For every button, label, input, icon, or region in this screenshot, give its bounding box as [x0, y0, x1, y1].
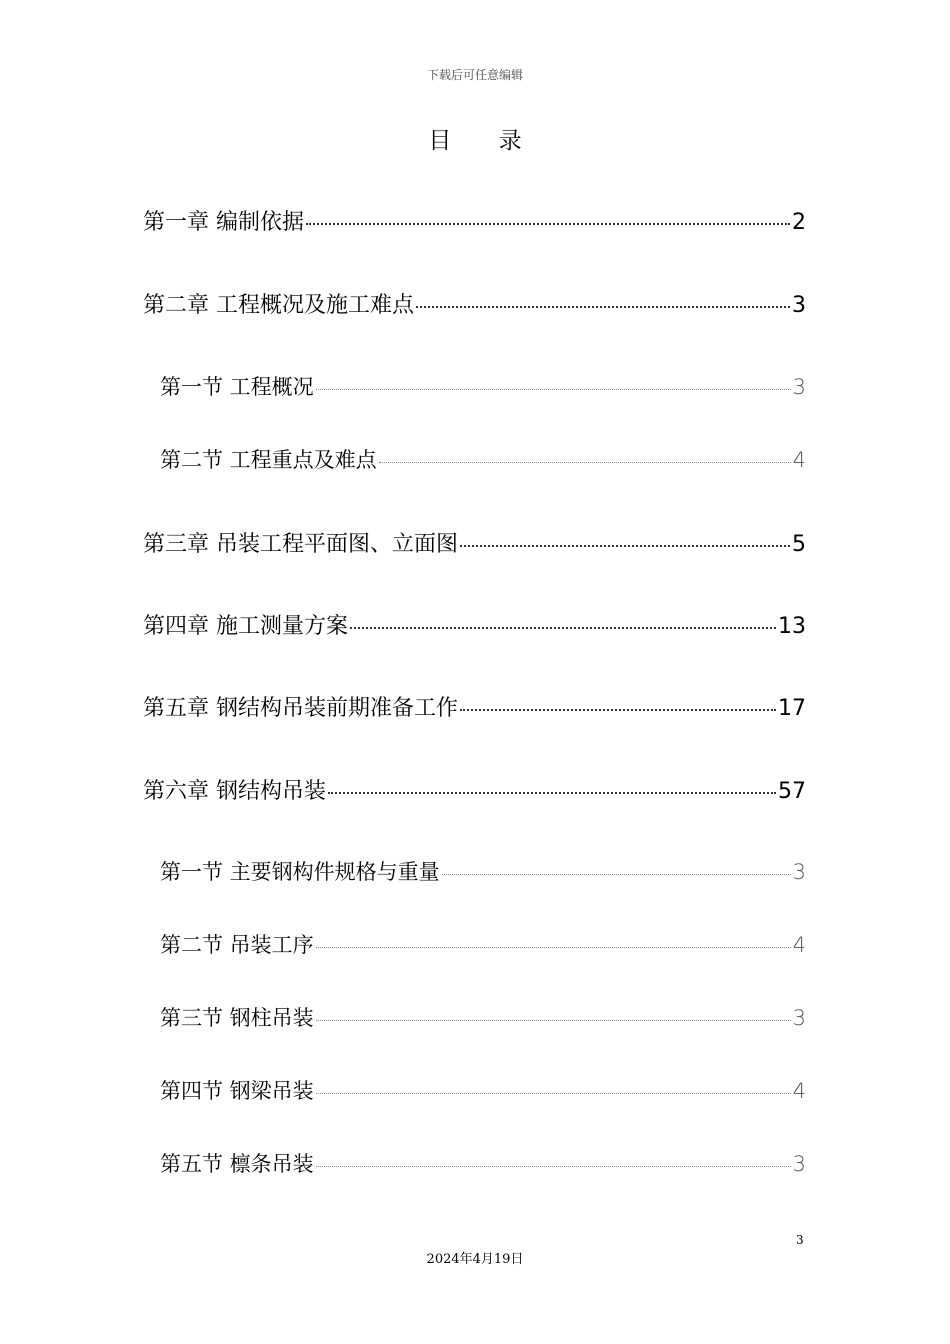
- toc-entry-label: 第三节 钢柱吊装: [160, 1006, 314, 1030]
- dot-leader: [460, 545, 790, 547]
- dot-leader: [316, 1093, 791, 1094]
- dot-leader: [379, 462, 791, 463]
- toc-entry[interactable]: [160, 1075, 806, 1105]
- dot-leader: [460, 709, 776, 711]
- dot-leader: [316, 389, 791, 390]
- toc-entry-label: 第四章 施工测量方案: [143, 614, 348, 639]
- toc-entry-label: 第一节 工程概况: [160, 375, 314, 399]
- toc-entry-label: 第五节 檩条吊装: [160, 1152, 314, 1176]
- dot-leader: [416, 306, 790, 308]
- toc-entry[interactable]: [160, 444, 806, 474]
- toc-entry-label: 第三章 吊装工程平面图、立面图: [143, 532, 458, 557]
- toc-entry-page: 13: [778, 614, 806, 639]
- toc-entry[interactable]: [160, 1002, 806, 1032]
- toc-entry-page: 3: [792, 1152, 806, 1176]
- toc-entry[interactable]: [143, 774, 806, 805]
- toc-entry-page: 3: [792, 375, 806, 399]
- toc-entry-label: 第一章 编制依据: [143, 210, 304, 235]
- page-footer-date: 2024年4月19日: [426, 1252, 524, 1267]
- dot-leader: [316, 947, 791, 948]
- toc-entry-page: 4: [792, 933, 806, 957]
- page-number: 3: [796, 1233, 804, 1247]
- dot-leader: [350, 627, 776, 629]
- toc-title: 目 录: [428, 128, 542, 154]
- toc-entry-label: 第六章 钢结构吊装: [143, 779, 326, 804]
- dot-leader: [306, 223, 790, 225]
- toc-entry[interactable]: [143, 609, 806, 640]
- dot-leader: [316, 1166, 791, 1167]
- page-header: 下载后可任意编辑: [426, 68, 523, 82]
- toc-entry-label: 第二节 工程重点及难点: [160, 448, 377, 472]
- toc-entry[interactable]: [143, 691, 806, 722]
- dot-leader: [316, 1020, 791, 1021]
- toc-entry-page: 5: [792, 532, 806, 557]
- toc-entry-page: 4: [792, 1079, 806, 1103]
- toc-entry-page: 4: [792, 448, 806, 472]
- toc-entry[interactable]: [143, 527, 806, 558]
- toc-entry[interactable]: [160, 929, 806, 959]
- toc-entry[interactable]: [143, 288, 806, 319]
- toc-entry-page: 3: [792, 293, 806, 318]
- toc-entry-label: 第一节 主要钢构件规格与重量: [160, 860, 440, 884]
- toc-entry-label: 第四节 钢梁吊装: [160, 1079, 314, 1103]
- toc-entry-page: 3: [792, 860, 806, 884]
- toc-entry-label: 第二章 工程概况及施工难点: [143, 293, 414, 318]
- toc-entry[interactable]: [160, 1148, 806, 1178]
- dot-leader: [442, 874, 791, 875]
- toc-entry-page: 17: [778, 696, 806, 721]
- toc-entry[interactable]: [160, 371, 806, 401]
- toc-entry[interactable]: [160, 856, 806, 886]
- toc-entry-label: 第五章 钢结构吊装前期准备工作: [143, 696, 458, 721]
- toc-entry-page: 2: [792, 210, 806, 235]
- dot-leader: [328, 792, 776, 794]
- toc-entry-page: 57: [778, 779, 806, 804]
- toc-entry-page: 3: [792, 1006, 806, 1030]
- toc-entry-label: 第二节 吊装工序: [160, 933, 314, 957]
- toc-entry[interactable]: [143, 205, 806, 236]
